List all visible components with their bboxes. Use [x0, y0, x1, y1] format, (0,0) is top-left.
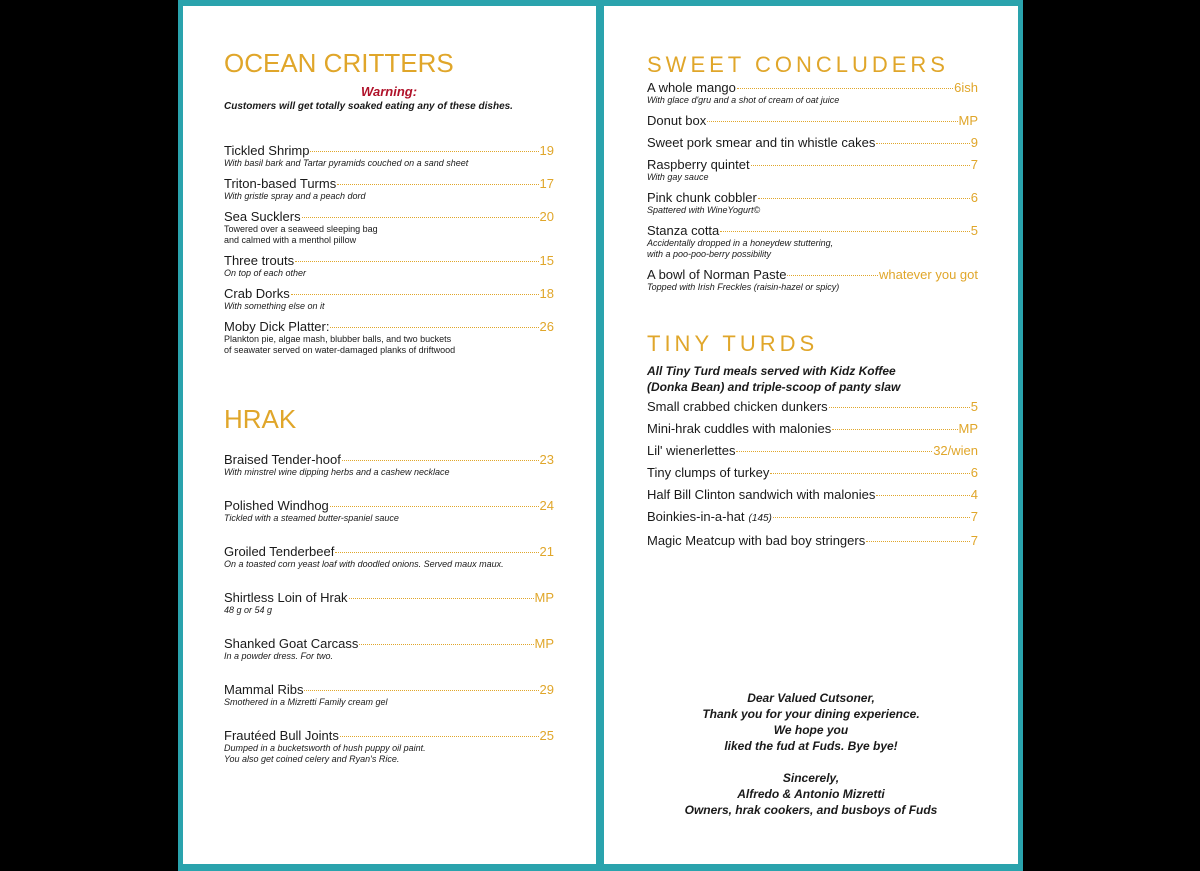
dot-leader: [770, 473, 969, 474]
menu-item: [647, 509, 978, 526]
menu-item-price: 9: [970, 135, 978, 150]
menu-item-name: Three trouts: [224, 253, 295, 268]
menu-item-row: [224, 544, 554, 559]
menu-item: [224, 544, 554, 570]
menu-item-name: Shirtless Loin of Hrak: [224, 590, 348, 605]
menu-item-name: Mini-hrak cuddles with malonies: [647, 421, 832, 436]
menu-item-name: Small crabbed chicken dunkers: [647, 399, 828, 414]
sweet-items: [647, 80, 978, 293]
menu-item: [224, 253, 554, 279]
menu-item-name: Moby Dick Platter:: [224, 319, 330, 334]
tiny-turds-intro-line: (Donka Bean) and triple-scoop of panty slaw: [647, 380, 901, 394]
menu-item-row: [647, 533, 978, 548]
menu-item-row: [224, 590, 554, 605]
menu-item-row: [224, 498, 554, 513]
menu-item-row: [647, 113, 978, 128]
menu-item-name: A bowl of Norman Paste: [647, 267, 787, 282]
closing-line: Thank you for your dining experience.: [702, 707, 920, 721]
menu-item: [647, 157, 978, 183]
dot-leader: [720, 231, 969, 232]
menu-item-description: Spattered with WineYogurt©: [647, 205, 761, 215]
dot-leader: [302, 217, 539, 218]
menu-item-row: [224, 728, 554, 743]
closing-line: Sincerely,: [782, 771, 840, 785]
menu-item: [224, 498, 554, 524]
menu-item-description: You also get coined celery and Ryan's Rice.: [224, 754, 400, 764]
ocean-critters-title: OCEAN CRITTERS: [224, 48, 454, 78]
menu-item-name: Shanked Goat Carcass: [224, 636, 359, 651]
menu-item-name: Raspberry quintet: [647, 157, 750, 172]
menu-item-price: 6ish: [954, 80, 978, 95]
dot-leader: [737, 88, 953, 89]
dot-leader: [342, 460, 539, 461]
menu-item-description: Tickled with a steamed butter-spaniel sauce: [224, 513, 399, 523]
menu-item-description: of seawater served on water-damaged planks of driftwood: [224, 345, 456, 355]
menu-item-row: [224, 636, 554, 651]
menu-item-price: 15: [539, 253, 554, 268]
menu-item-row: [647, 267, 978, 282]
closing-line: Alfredo & Antonio Mizretti: [737, 787, 885, 801]
dot-leader: [876, 143, 969, 144]
tiny-turds-intro: [647, 363, 978, 395]
turds-items: [647, 399, 978, 548]
menu-item-price: 17: [539, 176, 554, 191]
menu-page-left: [183, 6, 596, 864]
menu-item-row: [224, 319, 554, 334]
dot-leader: [304, 690, 538, 691]
closing-spacer: [604, 754, 1018, 770]
menu-item-description: 48 g or 54 g: [224, 605, 273, 615]
menu-item: [224, 636, 554, 662]
menu-item-description: With gay sauce: [647, 172, 709, 182]
menu-item-description: With glace d'gru and a shot of cream of oat juice: [647, 95, 840, 105]
menu-item: [647, 113, 978, 128]
menu-item: [647, 267, 978, 293]
ocean-items: [224, 143, 554, 356]
menu-item-row: [647, 157, 978, 172]
menu-item-description: and calmed with a menthol pillow: [224, 235, 357, 245]
menu-item-price: 24: [539, 498, 554, 513]
menu-item-name: A whole mango: [647, 80, 736, 95]
closing-line: Owners, hrak cookers, and busboys of Fuds: [684, 803, 938, 817]
dot-leader: [295, 261, 538, 262]
warning-label: Warning:: [360, 84, 418, 99]
menu-item-description: On top of each other: [224, 268, 307, 278]
menu-item-price: 4: [970, 487, 978, 502]
menu-item: [647, 421, 978, 436]
menu-item-name: Pink chunk cobbler: [647, 190, 757, 205]
menu-item-price: whatever you got: [878, 267, 978, 282]
menu-item-row: [647, 465, 978, 480]
dot-leader: [758, 198, 970, 199]
menu-item-price: 5: [970, 223, 978, 238]
menu-item-price: MP: [534, 590, 554, 605]
dot-leader: [773, 517, 970, 518]
menu-item: [224, 728, 554, 765]
hrak-items: [224, 452, 554, 765]
menu-item-row: [647, 487, 978, 502]
dot-leader: [340, 736, 539, 737]
menu-item-description: with a poo-poo-berry possibility: [647, 249, 772, 259]
menu-item-row: [647, 443, 978, 458]
dot-leader: [330, 506, 539, 507]
menu-item: [647, 223, 978, 260]
menu-item: [647, 135, 978, 150]
menu-item-description: Plankton pie, algae mash, blubber balls, and two buckets: [224, 334, 452, 344]
menu-item: [224, 590, 554, 616]
menu-item-row: [647, 399, 978, 414]
dot-leader: [736, 451, 932, 452]
menu-item: [224, 143, 554, 169]
menu-item-description: Towered over a seaweed sleeping bag: [224, 224, 378, 234]
dot-leader: [310, 151, 538, 152]
menu-item-name: Donut box: [647, 113, 707, 128]
menu-item-price: 5: [970, 399, 978, 414]
menu-item-name: Sea Sucklers: [224, 209, 301, 224]
menu-item-row: [224, 682, 554, 697]
menu-item: [224, 452, 554, 478]
dot-leader: [349, 598, 534, 599]
menu-item-name: Boinkies-in-a-hat: [647, 509, 745, 524]
menu-item-name: Triton-based Turms: [224, 176, 337, 191]
dot-leader: [337, 184, 538, 185]
menu-item: [224, 682, 554, 708]
menu-item: [647, 399, 978, 414]
menu-item-description: With minstrel wine dipping herbs and a cashew necklace: [224, 467, 450, 477]
menu-item-price: MP: [958, 113, 978, 128]
menu-item-price: 6: [970, 190, 978, 205]
menu-item-description: On a toasted corn yeast loaf with doodled onions. Served maux maux.: [224, 559, 504, 569]
menu-item: [647, 190, 978, 216]
warning-note: Customers will get totally soaked eating any of these dishes.: [224, 101, 513, 112]
dot-leader: [832, 429, 957, 430]
menu-page-right: [604, 6, 1018, 864]
menu-item-row: [647, 421, 978, 436]
menu-item-description: Topped with Irish Freckles (raisin-hazel or spicy): [647, 282, 840, 292]
menu-item-name: Tiny clumps of turkey: [647, 465, 770, 480]
dot-leader: [751, 165, 970, 166]
dot-leader: [707, 121, 957, 122]
menu-item-row: [224, 209, 554, 224]
menu-item-price: 6: [970, 465, 978, 480]
menu-item-name: Braised Tender-hoof: [224, 452, 341, 467]
menu-item-price: 23: [539, 452, 554, 467]
menu-item-row: [647, 80, 978, 95]
menu-item-price: 25: [539, 728, 554, 743]
tiny-turds-intro-line: All Tiny Turd meals served with Kidz Koffee: [647, 364, 896, 378]
menu-item-price: MP: [534, 636, 554, 651]
menu-item-price: 18: [539, 286, 554, 301]
menu-item-price: 20: [539, 209, 554, 224]
dot-leader: [291, 294, 539, 295]
menu-item-name: Stanza cotta: [647, 223, 720, 238]
menu-item-row: [647, 509, 978, 526]
dot-leader: [359, 644, 533, 645]
menu-item-name: Half Bill Clinton sandwich with malonies: [647, 487, 876, 502]
menu-item: [647, 80, 978, 106]
menu-item-price: 7: [970, 509, 978, 524]
menu-item-price: MP: [958, 421, 978, 436]
menu-item-name: Sweet pork smear and tin whistle cakes: [647, 135, 876, 150]
menu-item-description: With gristle spray and a peach dord: [224, 191, 366, 201]
menu-item: [647, 443, 978, 458]
dot-leader: [335, 552, 538, 553]
menu-item-name: Polished Windhog: [224, 498, 329, 513]
menu-item-name: Magic Meatcup with bad boy stringers: [647, 533, 866, 548]
menu-item-row: [224, 176, 554, 191]
menu-item-price: 32/wien: [933, 443, 978, 458]
tiny-turds-title: TINY TURDS: [647, 331, 819, 356]
closing-line: liked the fud at Fuds. Bye bye!: [724, 739, 898, 753]
menu-item-description: With basil bark and Tartar pyramids couched on a sand sheet: [224, 158, 469, 168]
menu-item-row: [647, 223, 978, 238]
menu-item-row: [224, 253, 554, 268]
dot-leader: [866, 541, 970, 542]
menu-item-price: 7: [970, 157, 978, 172]
menu-item: [647, 465, 978, 480]
menu-item-price: 26: [539, 319, 554, 334]
menu-item: [224, 176, 554, 202]
menu-item: [224, 319, 554, 356]
closing-line: Dear Valued Cutsoner,: [747, 691, 875, 705]
menu-item: [224, 209, 554, 246]
menu-item-row: [224, 286, 554, 301]
menu-item-name: Lil' wienerlettes: [647, 443, 736, 458]
menu-item-name: Crab Dorks: [224, 286, 290, 301]
menu-item-row: [647, 135, 978, 150]
menu-item-price: 7: [970, 533, 978, 548]
menu-item-row: [224, 143, 554, 158]
dot-leader: [330, 327, 538, 328]
dot-leader: [787, 275, 878, 276]
menu-item-description: With something else on it: [224, 301, 325, 311]
menu-item: [224, 286, 554, 312]
dot-leader: [876, 495, 969, 496]
menu-item-name: Mammal Ribs: [224, 682, 304, 697]
menu-item-description: Dumped in a bucketsworth of hush puppy oil paint.: [224, 743, 426, 753]
menu-item-price: 29: [539, 682, 554, 697]
menu-item-description: In a powder dress. For two.: [224, 651, 334, 661]
menu-item: [647, 533, 978, 548]
closing-note: [604, 690, 1018, 818]
dot-leader: [829, 407, 970, 408]
menu-item-row: [647, 190, 978, 205]
menu-item-description: Accidentally dropped in a honeydew stuttering,: [647, 238, 834, 248]
menu-item-row: [224, 452, 554, 467]
hrak-title: HRAK: [224, 404, 297, 434]
menu-item-price: 19: [539, 143, 554, 158]
menu-item: [647, 487, 978, 502]
menu-item-name: Frautéed Bull Joints: [224, 728, 339, 743]
menu-item-description: Smothered in a Mizretti Family cream gel: [224, 697, 388, 707]
menu-item-name: Groiled Tenderbeef: [224, 544, 335, 559]
sweet-concluders-title: SWEET CONCLUDERS: [647, 52, 949, 77]
menu-item-name: Tickled Shrimp: [224, 143, 310, 158]
menu-item-tag: (145): [748, 513, 772, 524]
menu-item-price: 21: [539, 544, 554, 559]
closing-line: We hope you: [773, 723, 849, 737]
